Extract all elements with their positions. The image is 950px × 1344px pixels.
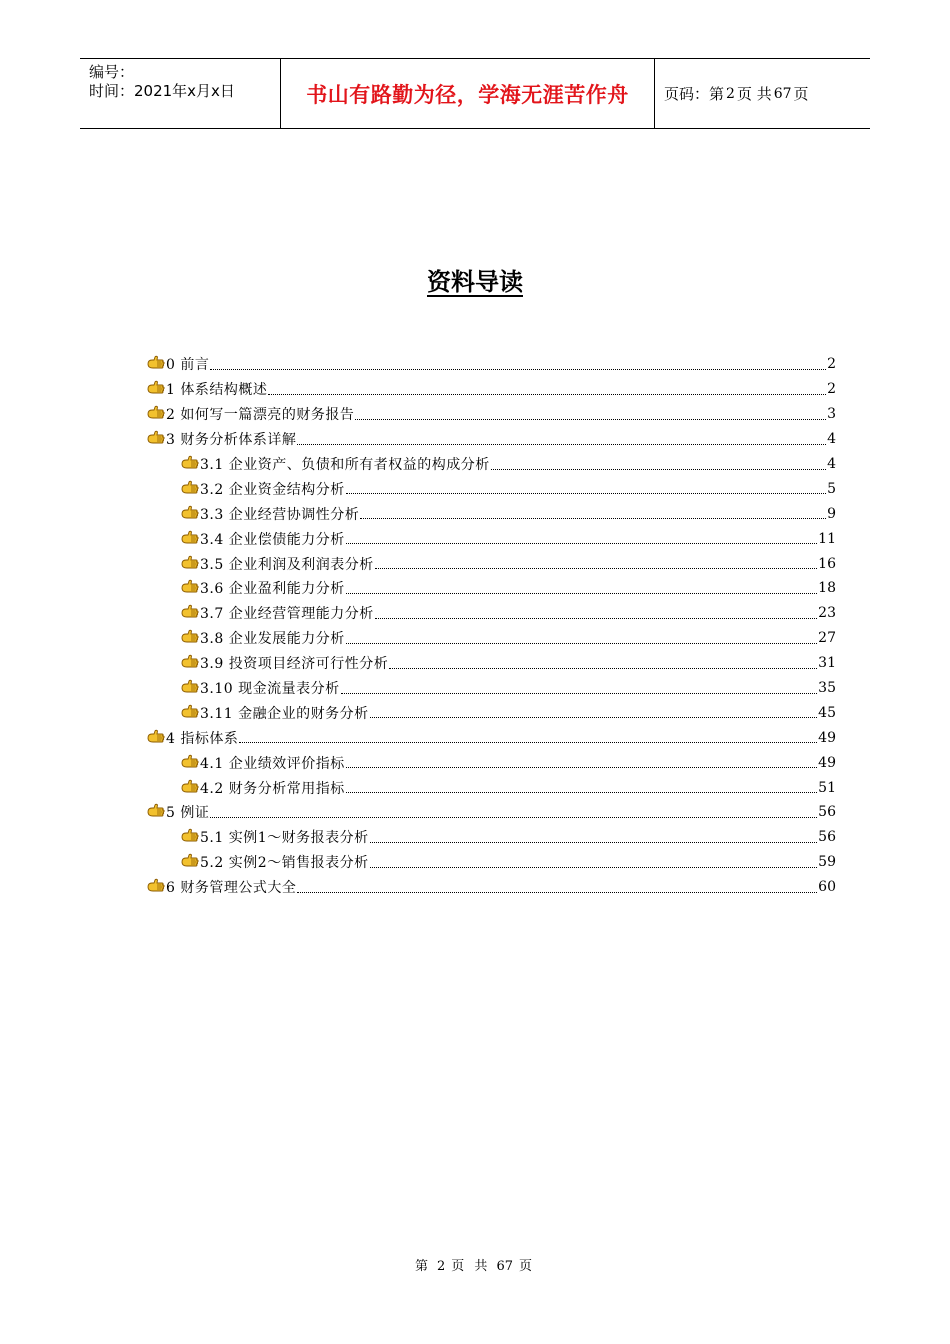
toc-dot-leader (346, 629, 817, 644)
pointing-hand-icon (180, 754, 200, 772)
page-header (80, 58, 870, 129)
toc-dot-leader (346, 579, 817, 594)
toc-entry-page: 18 (818, 580, 836, 597)
toc-entry-page: 2 (827, 356, 836, 373)
toc-entry[interactable] (180, 626, 836, 651)
toc-entry-page: 16 (818, 555, 836, 572)
toc-entry-label: 3.8 企业发展能力分析 (200, 631, 345, 648)
toc-entry-label: 3.6 企业盈利能力分析 (200, 581, 345, 598)
toc-dot-leader (389, 654, 817, 669)
toc-entry-page: 11 (818, 530, 836, 547)
toc-entry-page: 3 (827, 406, 836, 423)
toc-entry-label: 2 如何写一篇漂亮的财务报告 (166, 407, 355, 424)
toc-entry-page: 2 (827, 381, 836, 398)
toc-entry[interactable] (180, 501, 836, 526)
toc-entry-page: 31 (818, 655, 836, 672)
document-title: 资料导读 (427, 268, 523, 296)
toc-entry-page: 4 (827, 431, 836, 448)
toc-dot-leader (297, 430, 826, 445)
toc-entry-label: 1 体系结构概述 (166, 382, 268, 399)
pointing-hand-icon (180, 455, 200, 473)
toc-entry[interactable] (180, 601, 836, 626)
toc-entry-page: 49 (818, 754, 836, 771)
toc-entry[interactable] (180, 676, 836, 701)
toc-entry-label: 3.7 企业经营管理能力分析 (200, 606, 374, 623)
pointing-hand-icon (146, 803, 166, 821)
toc-entry-page: 45 (818, 704, 836, 721)
toc-entry-label: 3.10 现金流量表分析 (200, 681, 340, 698)
toc-entry[interactable] (180, 526, 836, 551)
toc-entry-label: 0 前言 (166, 357, 210, 374)
toc-dot-leader (239, 728, 817, 743)
pointing-hand-icon (180, 505, 200, 523)
toc-dot-leader (210, 355, 826, 370)
header-page-mid: 页 共 (736, 85, 772, 103)
toc-dot-leader (346, 778, 817, 793)
toc-entry-label: 3.3 企业经营协调性分析 (200, 506, 360, 523)
pointing-hand-icon (180, 853, 200, 871)
pointing-hand-icon (146, 430, 166, 448)
toc-entry-label: 5.1 实例1～财务报表分析 (200, 830, 369, 847)
toc-dot-leader (370, 703, 818, 718)
footer-suffix: 页 (518, 1259, 535, 1274)
header-meta (80, 59, 281, 128)
footer-page-total: 67 (496, 1259, 513, 1274)
pointing-hand-icon (146, 355, 166, 373)
header-page-total: 67 (773, 85, 792, 102)
pointing-hand-icon (180, 604, 200, 622)
toc-entry-page: 35 (818, 680, 836, 697)
toc-entry-label: 3.5 企业利润及利润表分析 (200, 556, 374, 573)
toc-entry[interactable] (146, 377, 836, 402)
toc-entry-page: 56 (818, 829, 836, 846)
toc-entry-label: 3.4 企业偿债能力分析 (200, 531, 345, 548)
toc-dot-leader (355, 405, 826, 420)
toc-entry-label: 3.2 企业资金结构分析 (200, 481, 345, 498)
toc-dot-leader (268, 380, 826, 395)
toc-entry-label: 5 例证 (166, 805, 210, 822)
toc-entry[interactable] (180, 825, 836, 850)
toc-entry[interactable] (180, 452, 836, 477)
toc-entry-label: 4.2 财务分析常用指标 (200, 780, 345, 797)
toc-entry[interactable] (146, 725, 836, 750)
doc-time-label: 时间：2021年x月x日 (89, 82, 235, 100)
doc-number-label: 编号： (89, 63, 135, 81)
toc-entry[interactable] (180, 850, 836, 875)
toc-entry-label: 5.2 实例2～销售报表分析 (200, 855, 369, 872)
pointing-hand-icon (180, 828, 200, 846)
pointing-hand-icon (180, 704, 200, 722)
header-page-prefix: 页码：第 (664, 85, 725, 103)
toc-dot-leader (360, 504, 826, 519)
toc-entry-label: 3.9 投资项目经济可行性分析 (200, 656, 389, 673)
header-page-current: 2 (726, 85, 735, 102)
toc-entry-label: 4 指标体系 (166, 730, 239, 747)
page-footer (0, 1255, 950, 1274)
toc-entry-page: 23 (818, 605, 836, 622)
pointing-hand-icon (146, 878, 166, 896)
footer-mid: 页 共 (451, 1259, 491, 1274)
toc-dot-leader (370, 828, 818, 843)
pointing-hand-icon (180, 555, 200, 573)
header-page-info (655, 59, 870, 128)
toc-dot-leader (346, 529, 817, 544)
toc-entry-page: 59 (818, 854, 836, 871)
pointing-hand-icon (180, 480, 200, 498)
pointing-hand-icon (180, 654, 200, 672)
pointing-hand-icon (180, 629, 200, 647)
pointing-hand-icon (146, 380, 166, 398)
toc-entry[interactable] (146, 875, 836, 900)
toc-entry-label: 3.11 金融企业的财务分析 (200, 705, 369, 722)
toc-dot-leader (375, 604, 817, 619)
toc-dot-leader (491, 455, 826, 470)
footer-prefix: 第 (415, 1259, 432, 1274)
toc-entry-page: 56 (818, 804, 836, 821)
toc-entry[interactable] (146, 352, 836, 377)
pointing-hand-icon (180, 779, 200, 797)
toc-entry-label: 3.1 企业资产、负债和所有者权益的构成分析 (200, 457, 490, 473)
toc-entry[interactable] (146, 402, 836, 427)
toc-entry-page: 4 (827, 456, 836, 472)
toc-dot-leader (297, 878, 817, 893)
toc-dot-leader (346, 753, 817, 768)
toc-entry[interactable] (180, 775, 836, 800)
toc-entry[interactable] (180, 750, 836, 775)
pointing-hand-icon (146, 729, 166, 747)
footer-page-current: 2 (437, 1259, 446, 1274)
toc-entry-label: 6 财务管理公式大全 (166, 880, 297, 897)
toc-entry-page: 9 (827, 505, 836, 522)
toc-entry[interactable] (180, 551, 836, 576)
toc-entry[interactable] (146, 427, 836, 452)
toc-dot-leader (341, 679, 818, 694)
toc-entry-label: 3 财务分析体系详解 (166, 432, 297, 449)
pointing-hand-icon (180, 530, 200, 548)
header-page-suffix: 页 (793, 85, 809, 103)
toc-entry[interactable] (180, 651, 836, 676)
toc-dot-leader (210, 803, 817, 818)
toc-entry-page: 51 (818, 779, 836, 796)
toc-entry-page: 27 (818, 630, 836, 647)
toc-dot-leader (346, 479, 826, 494)
toc-entry[interactable] (180, 476, 836, 501)
pointing-hand-icon (146, 405, 166, 423)
toc-entry[interactable] (180, 576, 836, 601)
toc-entry-page: 49 (818, 729, 836, 746)
toc-entry-page: 60 (818, 879, 836, 896)
toc-entry[interactable] (180, 700, 836, 725)
toc-entry[interactable] (146, 800, 836, 825)
pointing-hand-icon (180, 579, 200, 597)
header-motto: 书山有路勤为径，学海无涯苦作舟 (281, 59, 655, 128)
pointing-hand-icon (180, 679, 200, 697)
toc-dot-leader (370, 853, 818, 868)
toc-entry-label: 4.1 企业绩效评价指标 (200, 755, 345, 772)
toc-dot-leader (375, 554, 817, 569)
toc-entry-page: 5 (827, 480, 836, 497)
table-of-contents (146, 352, 836, 900)
